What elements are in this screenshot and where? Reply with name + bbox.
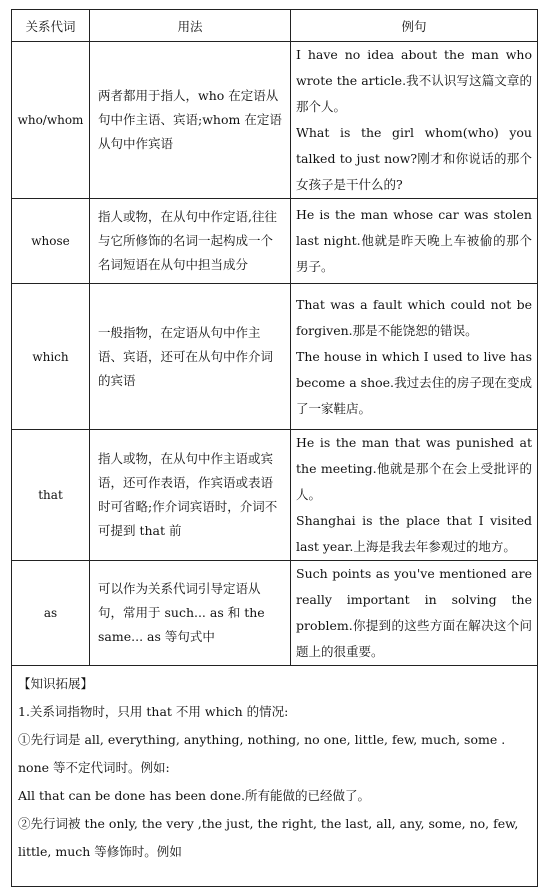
example-sentence: The house in which I used to live has become a shoe.我过去住的房子现在变成了一家鞋店。 [296, 348, 532, 416]
extension-row [12, 666, 538, 887]
usage-cell: 可以作为关系代词引导定语从句，常用于 such... as 和 the same... as 等句式中 [90, 561, 291, 666]
example-cell [291, 561, 538, 666]
extension-line: ①先行词是 all, everything, anything, nothing, no one, little, few, much, some . none 等不定代词时。例如: [18, 732, 506, 775]
example-sentence: That was a fault which could not be forgiven.那是不能饶恕的错误。 [296, 296, 532, 338]
header-pronoun: 关系代词 [12, 10, 90, 42]
example-sentence: Shanghai is the place that I visited last year.上海是我去年参观过的地方。 [296, 513, 532, 554]
usage-cell: 两者都用于指人，who 在定语从句中作主语、宾语;whom 在定语从句中作宾语 [90, 42, 291, 199]
pronoun-cell: which [12, 284, 90, 430]
knowledge-extension [12, 666, 538, 887]
relative-pronoun-table [11, 9, 538, 887]
usage-cell: 一般指物，在定语从句中作主语、宾语，还可在从句中作介词的宾语 [90, 284, 291, 430]
table-header-row [12, 10, 538, 42]
example-sentence: What is the girl whom(who) you talked to just now?刚才和你说话的那个女孩子是干什么的? [296, 125, 532, 192]
header-example: 例句 [291, 10, 538, 42]
extension-line: All that can be done has been done.所有能做的已经做了。 [18, 788, 370, 803]
table-row [12, 561, 538, 666]
example-cell [291, 199, 538, 284]
extension-title: 【知识拓展】 [18, 676, 94, 691]
table-row [12, 430, 538, 561]
example-cell [291, 284, 538, 430]
header-usage: 用法 [90, 10, 291, 42]
pronoun-cell: who/whom [12, 42, 90, 199]
example-sentence: He is the man that was punished at the meeting.他就是那个在会上受批评的人。 [296, 435, 532, 502]
usage-cell: 指人或物，在从句中作主语或宾语，还可作表语，作宾语或表语时可省略;作介词宾语时，介词不可提到 that 前 [90, 430, 291, 561]
usage-cell: 指人或物，在从句中作定语,往往与它所修饰的名词一起构成一个名词短语在从句中担当成分 [90, 199, 291, 284]
pronoun-cell: as [12, 561, 90, 666]
example-sentence: I have no idea about the man who wrote the article.我不认识写这篇文章的那个人。 [296, 47, 532, 114]
extension-line: 1.关系词指物时，只用 that 不用 which 的情况: [18, 704, 289, 719]
example-cell [291, 430, 538, 561]
table-row [12, 42, 538, 199]
pronoun-cell: that [12, 430, 90, 561]
pronoun-cell: whose [12, 199, 90, 284]
example-sentence: He is the man whose car was stolen last night.他就是昨天晚上车被偷的那个男子。 [296, 207, 532, 274]
example-sentence: Such points as you've mentioned are really important in solving the problem.你提到的这些方面在解决这个问题上的很重要。 [296, 566, 532, 659]
example-cell [291, 42, 538, 199]
table-row [12, 199, 538, 284]
extension-line: ②先行词被 the only, the very ,the just, the right, the last, all, any, some, no, few, little, much 等修饰时。例如 [18, 816, 519, 859]
table-row [12, 284, 538, 430]
